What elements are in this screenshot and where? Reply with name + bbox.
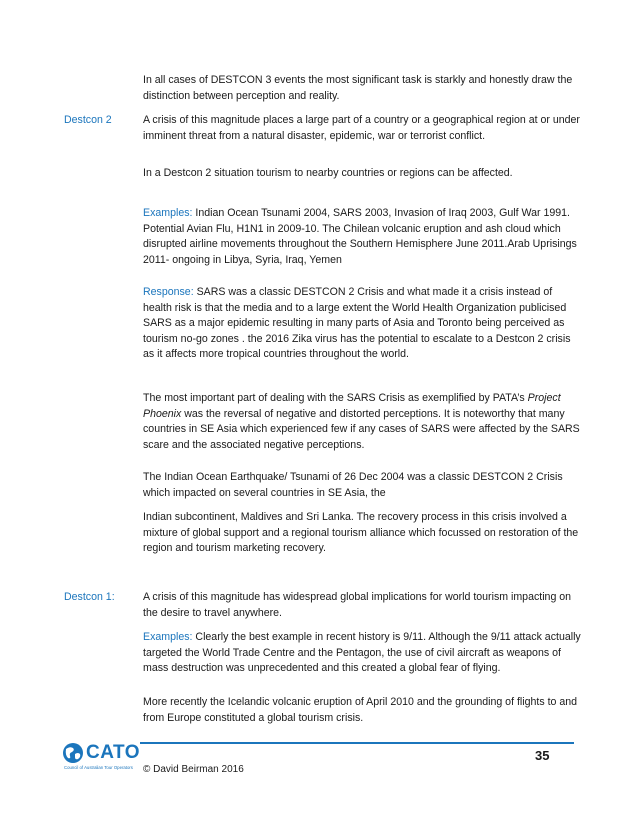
paragraph-destcon-2-response <box>143 285 583 363</box>
section-label-destcon-2: Destcon 2 <box>64 114 112 126</box>
paragraph-tsunami-recovery <box>143 510 583 557</box>
paragraph-text: Clearly the best example in recent history is 9/11. Although the 9/11 attack actually targeted the World Trade Centre and the Pentagon, the use of civil aircraft as weapons of mass destruction was unprecedented and this created a global fear of flying. <box>143 631 581 674</box>
paragraph-tsunami <box>143 470 583 501</box>
paragraph-text: In a Destcon 2 situation tourism to nearby countries or regions can be affected. <box>143 167 513 179</box>
cato-logo <box>62 740 152 774</box>
page-number: 35 <box>535 748 550 763</box>
paragraph-text: More recently the Icelandic volcanic eruption of April 2010 and the grounding of flights to and from Europe constituted a global tourism crisis. <box>143 696 578 724</box>
paragraph-text: SARS was a classic DESTCON 2 Crisis and what made it a crisis instead of health risk is that the media and to a large extent the World Health Organization publicised SARS as a major epidemic resulting in many parts of Asia and Toronto being perceived as tourism no-go zones . the 2016 Zika virus has the potential to escalate to a Destcon 2 crisis as it affects more tropical countries throughout the world. <box>143 286 571 360</box>
paragraph-text: In all cases of DESTCON 3 events the most significant task is starkly and honestly draw the distinction between perception and reality. <box>143 74 573 102</box>
paragraph-destcon-1-definition <box>143 590 583 621</box>
section-label-destcon-1: Destcon 1: <box>64 591 115 603</box>
response-label: Response: <box>143 286 194 298</box>
paragraph-text: A crisis of this magnitude places a large part of a country or a geographical region at or under imminent threat from a natural disaster, epidemic, war or terrorist conflict. <box>143 114 580 142</box>
paragraph-sars-phoenix <box>143 391 583 453</box>
paragraph-text: The most important part of dealing with the SARS Crisis as exemplified by PATA’s Project Phoenix was the reversal of negative and distorted perceptions. It is noteworthy that many countries in SE Asia which experienced few if any cases of SARS were affected by the SARS scare and the associated negative perceptions. <box>143 392 580 451</box>
paragraph-text: The Indian Ocean Earthquake/ Tsunami of 26 Dec 2004 was a classic DESTCON 2 Crisis which impacted on several countries in SE Asia, the <box>143 471 563 499</box>
project-phoenix-emphasis: Project Phoenix <box>143 392 561 420</box>
globe-icon <box>62 741 84 765</box>
paragraph-text: Indian Ocean Tsunami 2004, SARS 2003, Invasion of Iraq 2003, Gulf War 1991. Potential Avian Flu, H1N1 in 2009-10. The Chilean volcanic eruption and ash cloud which disrupted airline movements throughout the Southern Hemisphere June 2011.Arab Uprisings 2011- ongoing in Libya, Syria, Iraq, Yemen <box>143 207 577 266</box>
logo-subtitle: Council of Australian Tour Operators <box>64 765 133 770</box>
examples-label: Examples: <box>143 207 193 219</box>
paragraph-destcon-3-summary <box>143 73 583 104</box>
footer-divider <box>140 742 574 744</box>
paragraph-destcon-2-examples <box>143 206 583 268</box>
paragraph-iceland <box>143 695 583 726</box>
paragraph-text: Indian subcontinent, Maldives and Sri Lanka. The recovery process in this crisis involved a mixture of global support and a regional tourism alliance which focussed on restoration of the region and tourism marketing recovery. <box>143 511 579 554</box>
paragraph-destcon-1-examples <box>143 630 583 677</box>
copyright-notice: © David Beirman 2016 <box>143 764 244 775</box>
logo-wordmark: CATO <box>86 742 141 763</box>
paragraph-destcon-2-scope <box>143 166 583 182</box>
paragraph-text: A crisis of this magnitude has widespread global implications for world tourism impacting on the desire to travel anywhere. <box>143 591 572 619</box>
paragraph-destcon-2-definition <box>143 113 583 144</box>
examples-label: Examples: <box>143 631 193 643</box>
